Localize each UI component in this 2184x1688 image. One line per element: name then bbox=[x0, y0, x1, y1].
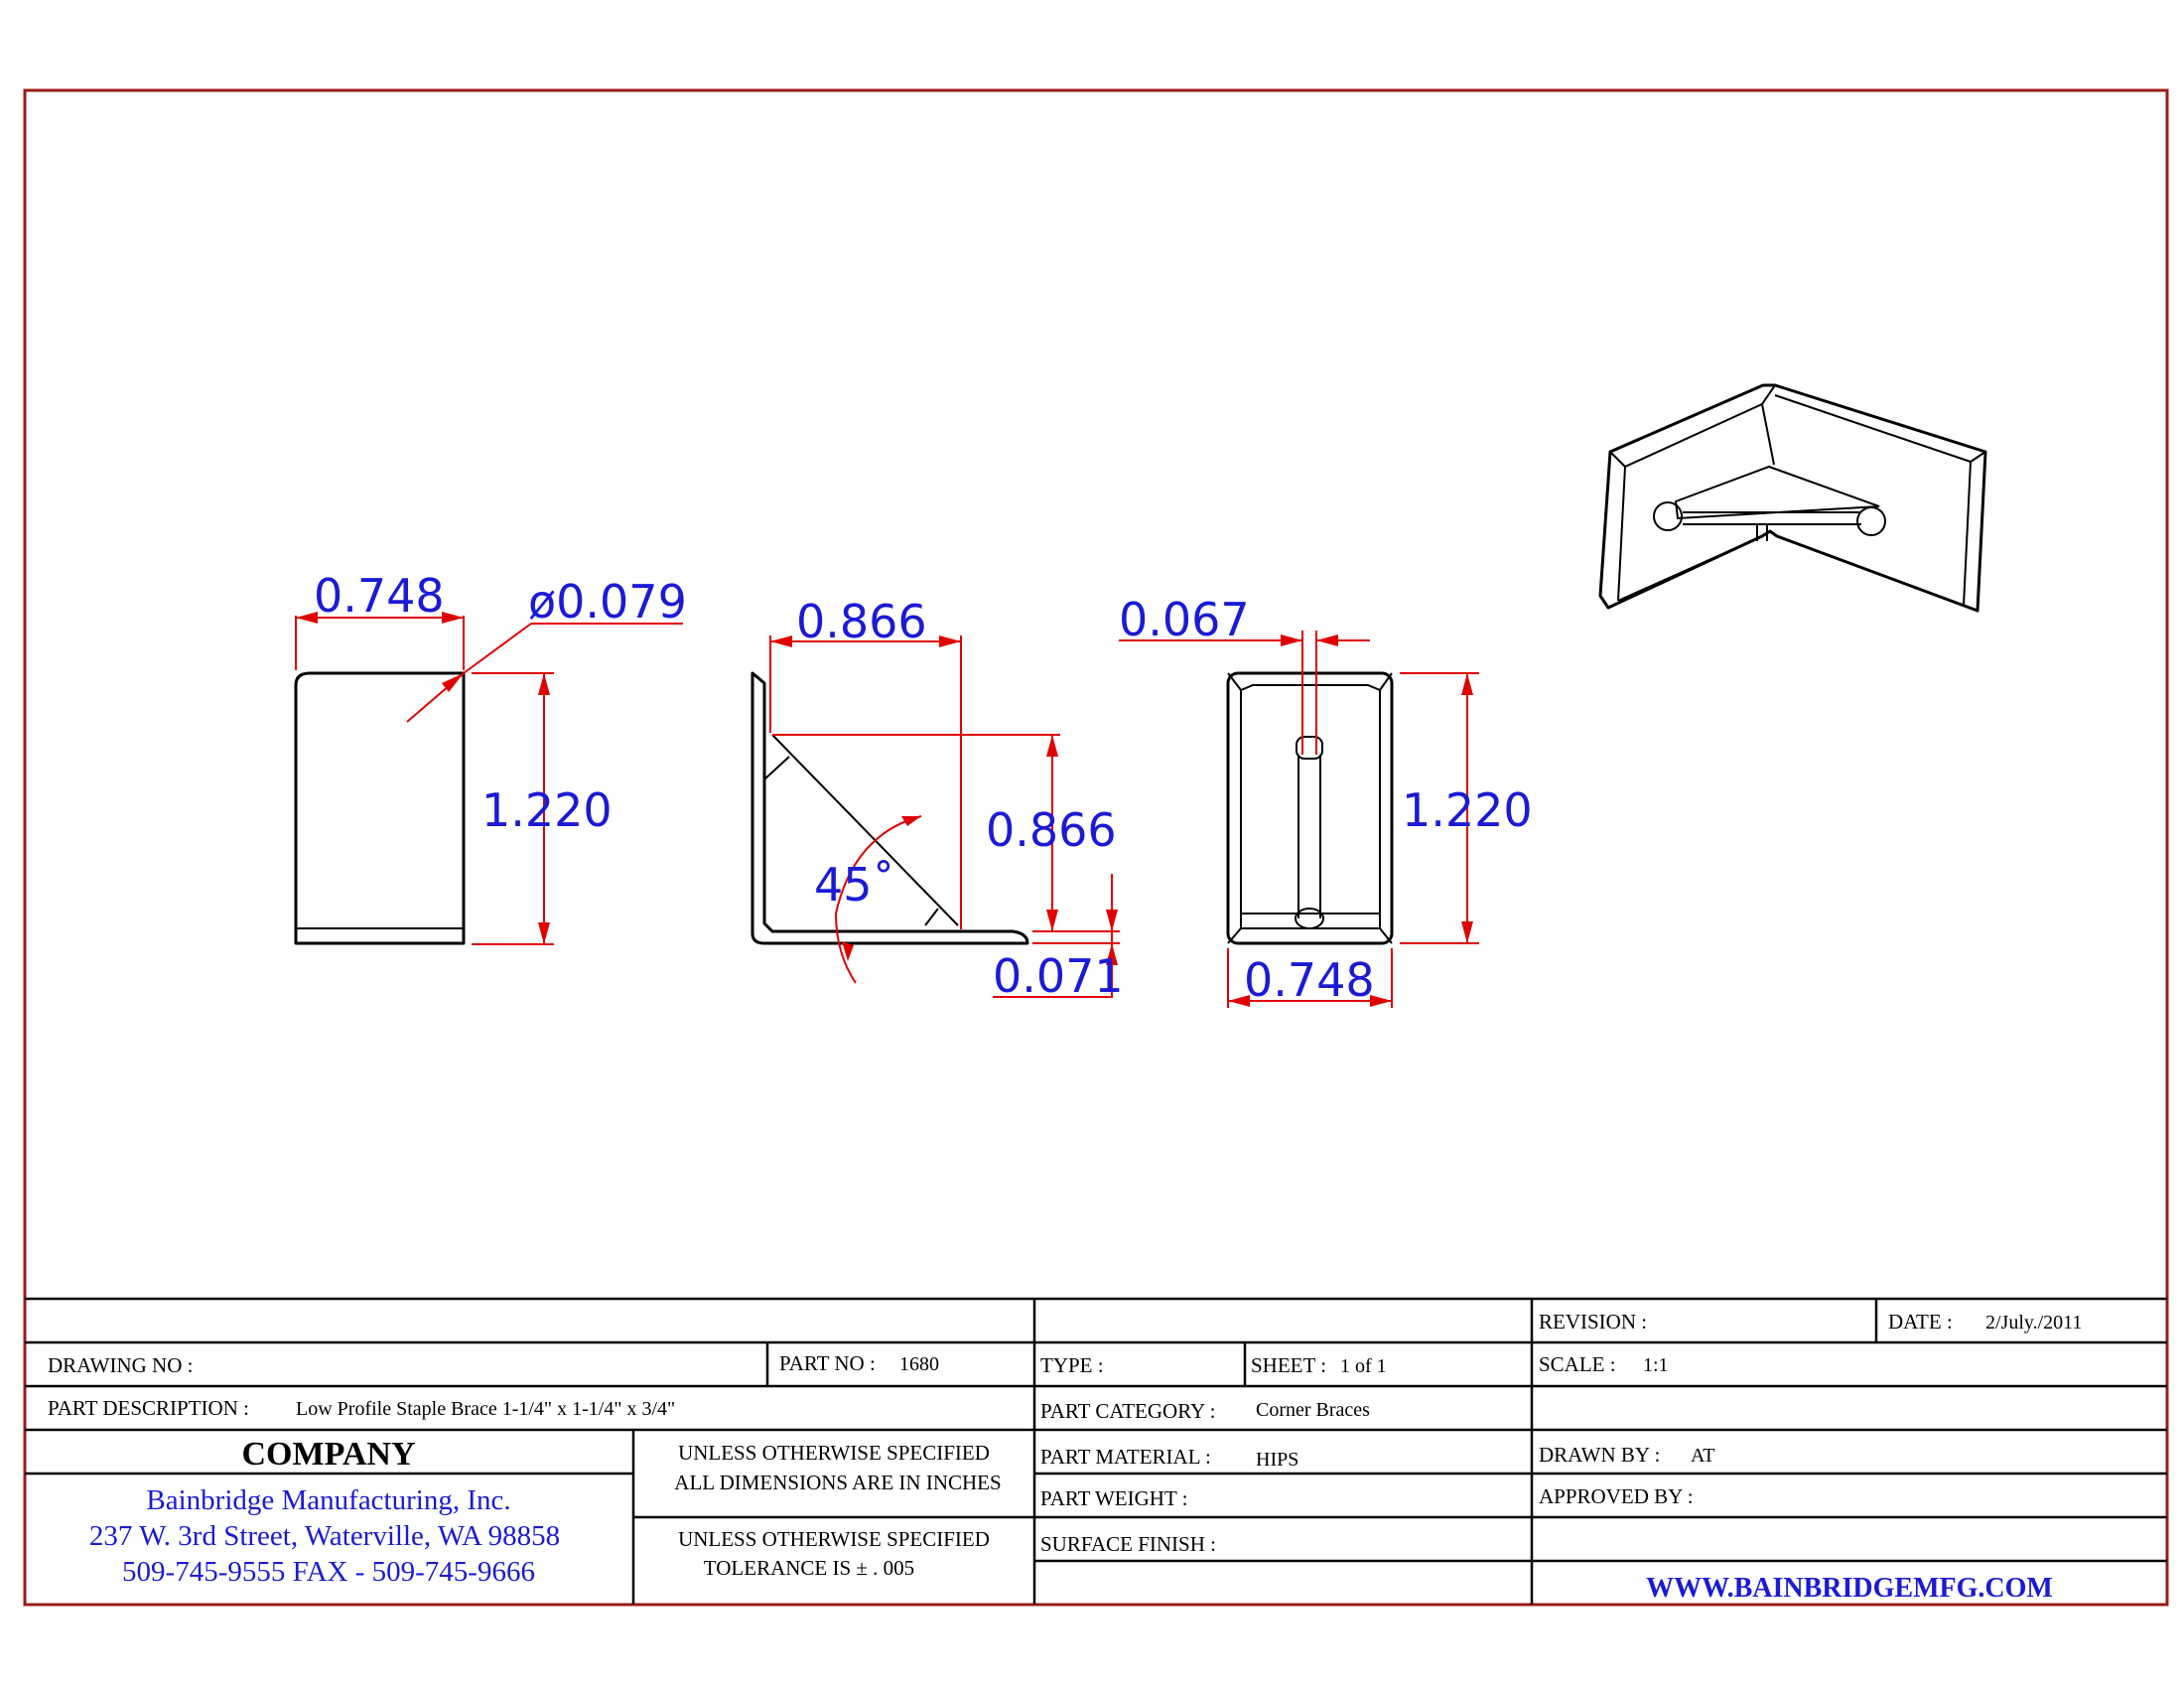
surface-finish-label: SURFACE FINISH : bbox=[1040, 1532, 1216, 1556]
type-label: TYPE : bbox=[1040, 1353, 1104, 1377]
front-view bbox=[296, 569, 687, 944]
units-note-line-2: ALL DIMENSIONS ARE IN INCHES bbox=[674, 1471, 1002, 1494]
end-view bbox=[1119, 593, 1533, 1008]
sheet-label: SHEET : bbox=[1251, 1353, 1327, 1377]
part-material-label: PART MATERIAL : bbox=[1040, 1445, 1211, 1469]
drawing-no-label: DRAWING NO : bbox=[48, 1353, 194, 1377]
part-category-label: PART CATEGORY : bbox=[1040, 1399, 1216, 1423]
front-hole-diameter-dimension: ø0.079 bbox=[528, 575, 687, 629]
part-description-label: PART DESCRIPTION : bbox=[48, 1396, 249, 1420]
scale-label: SCALE : bbox=[1539, 1352, 1616, 1376]
date-value: 2/July./2011 bbox=[1985, 1312, 2083, 1334]
side-thickness-dimension: 0.071 bbox=[993, 949, 1124, 1003]
side-angle-dimension: 45˚ bbox=[814, 858, 895, 912]
side-view bbox=[752, 595, 1124, 1003]
units-note-line-1: UNLESS OTHERWISE SPECIFIED bbox=[678, 1441, 990, 1465]
company-heading: COMPANY bbox=[241, 1436, 416, 1473]
company-name: Bainbridge Manufacturing, Inc. bbox=[146, 1484, 511, 1516]
company-phone: 509-745-9555 FAX - 509-745-9666 bbox=[122, 1556, 535, 1588]
website-link[interactable]: WWW.BAINBRIDGEMFG.COM bbox=[1646, 1573, 2053, 1604]
side-width-dimension: 0.866 bbox=[796, 595, 927, 648]
title-block bbox=[25, 1299, 2167, 1605]
tolerance-note-line-1: UNLESS OTHERWISE SPECIFIED bbox=[678, 1527, 990, 1551]
part-description-value: Low Profile Staple Brace 1-1/4" x 1-1/4" x 3/4" bbox=[296, 1398, 676, 1420]
revision-label: REVISION : bbox=[1539, 1310, 1648, 1334]
scale-value: 1:1 bbox=[1643, 1354, 1669, 1376]
part-no-value: 1680 bbox=[899, 1353, 939, 1375]
company-address: 237 W. 3rd Street, Waterville, WA 98858 bbox=[88, 1520, 561, 1552]
drawn-by-label: DRAWN BY : bbox=[1539, 1443, 1661, 1467]
sheet-value: 1 of 1 bbox=[1340, 1355, 1387, 1377]
date-label: DATE : bbox=[1888, 1310, 1953, 1334]
approved-by-label: APPROVED BY : bbox=[1539, 1484, 1694, 1508]
end-width-dimension: 0.748 bbox=[1244, 953, 1375, 1007]
tolerance-note-line-2: TOLERANCE IS ± . 005 bbox=[703, 1556, 915, 1580]
part-weight-label: PART WEIGHT : bbox=[1040, 1486, 1188, 1510]
isometric-view bbox=[1600, 385, 1985, 611]
end-height-dimension: 1.220 bbox=[1402, 783, 1533, 837]
part-no-label: PART NO : bbox=[779, 1351, 876, 1375]
part-category-value: Corner Braces bbox=[1256, 1399, 1370, 1421]
drawn-by-value: AT bbox=[1691, 1445, 1715, 1467]
side-height-dimension: 0.866 bbox=[986, 803, 1117, 857]
front-height-dimension: 1.220 bbox=[481, 783, 613, 837]
end-slot-dimension: 0.067 bbox=[1119, 593, 1250, 646]
part-material-value: HIPS bbox=[1256, 1449, 1299, 1471]
front-width-dimension: 0.748 bbox=[314, 569, 445, 623]
